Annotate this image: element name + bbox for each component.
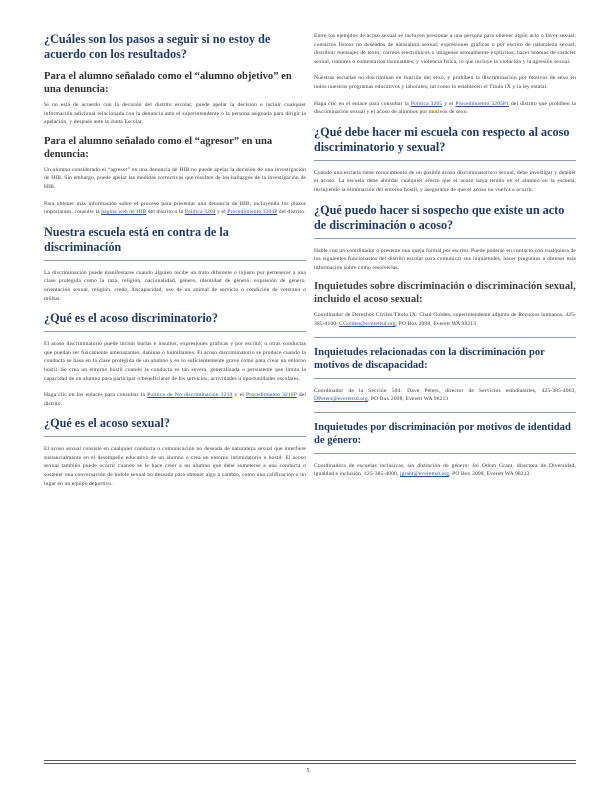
contact-gender-identity-end: , PO Box 2098, Everett WA 98213 (449, 471, 530, 478)
heading-appeal-steps: ¿Cuáles son los pasos a seguir si no estoy de acuerdo con los resultados? (44, 32, 271, 61)
procedure-3205p1-link[interactable]: Procedimiento 3205P1 (455, 100, 509, 107)
text-target-student: Si no está de acuerdo con la decisión del distrito escolar, puede apelar la decisión e incluir cualquier información adicional relacionada con la denuncia ante el superintendente o la persona asignada para dirigir la apelación, y después ante la Junta Escolar. (44, 102, 306, 126)
paragraph-policy-3205-links (314, 100, 576, 117)
footer-rule (44, 760, 576, 761)
contact-gender-identity (314, 462, 576, 479)
divider (314, 453, 576, 454)
p3205-links-prefix: Haga clic en el enlace para consultar la (314, 100, 409, 107)
contact-disability-text: Coordinador de la Sección 504: Dave Peters, director de Servicios estudiantiles, 425-385-4063, (314, 387, 576, 394)
heading-contact-gender-identity: Inquietudes por discriminación por motivos de identidad de género: (314, 421, 571, 446)
footer-rule (44, 763, 576, 764)
divider (314, 412, 576, 413)
section-contact-gender-identity (314, 421, 576, 479)
left-column (44, 32, 306, 496)
nd-links-end: del distrito. (44, 392, 307, 407)
contact-disability (314, 387, 576, 404)
hib-more-prefix: Para obtener más información sobre el proceso para presentar una denuncia de HIB, incluyendo los plazos importantes, consulte la (44, 200, 306, 216)
policy-3210-link[interactable]: Política de No discriminación 3210 (147, 392, 233, 399)
heading-school-duty: ¿Qué debe hacer mi escuela con respecto al acoso discriminatorio y sexual? (314, 125, 576, 161)
section-contact-title-ix (314, 280, 576, 337)
contact-title-ix (314, 311, 576, 328)
email-link-grant[interactable]: jgrant@everettsd.org (399, 471, 450, 478)
section-what-to-do (314, 203, 576, 273)
heading-what-to-do: ¿Qué puedo hacer si sospecho que existe un acto de discriminación o acoso? (314, 203, 576, 239)
divider (314, 337, 576, 338)
section-appeal (44, 32, 306, 217)
text-sexual-harassment: El acoso sexual consiste en cualquier conducta o comunicación no deseada de naturaleza sexual que interfiere sustancialmente en el desempeño educativo de un alumno o crea un entorno intimidatorio u hostil. El acoso sexual también puede ocurrir cuando se le hace creer a un alumno que debe someterse a una conducta o sostener una conversación de índole sexual no deseada para obtener algo a cambio, como una calificación o un lugar en un equipo deportivo. (44, 446, 306, 487)
contact-title-ix-text: Coordinador de Derechos Civiles/Título IX: Chad Golden, superintendente adjunto de Recursos humanos, 425-385-4100, (314, 312, 576, 327)
p3205-links-and: y el (444, 100, 454, 107)
section-sexual-harassment (44, 416, 306, 488)
p3205-links-end: del distrito que prohíben la discriminación sexual y el acoso de alumnos por motivos de sexo. (314, 100, 576, 116)
policy-3204-link[interactable]: Política 3204 (184, 209, 216, 216)
nd-links-and: y el (234, 392, 244, 399)
text-discriminatory-harassment: El acoso discriminatorio puede incluir burlas e insultos; expresiones gráficas y por escrito; u otras conductas que puedan ser físicamente amenazantes, dañinas o humillantes. El acoso discriminatorio se produce cuando la conducta se basa en la clase protegida de un alumno y es lo suficientemente grave como para crear un entorno hostil. Se crea un entorno hostil cuando la conducta es tan severa, generalizada o persistente que limita la capacidad de un alumno para participar o beneficiarse de los servicios, actividades u oportunidades escolares. (44, 341, 306, 382)
section-contact-disability (314, 346, 576, 413)
text-what-to-do: Hable con un coordinador o presente una queja formal por escrito. Puede ponerse en contacto con cualquiera de los siguientes funcionarios del distrito escolar para comunicar sus inquietudes, hacer preguntas u obtener más información sobre cómo resolverlas. (314, 247, 576, 271)
heading-contact-title-ix: Inquietudes sobre discriminación o discriminación sexual, incluido el acoso sexual: (314, 281, 576, 306)
contact-gender-identity-text: Coordinadora de escuelas inclusivas, sin distinción de género: Joi Odom Grant, directora de Diversidad, igualdad e inclusión, 425-385-4000, (314, 462, 576, 478)
section-sexual-harassment-examples (314, 32, 576, 117)
section-school-duty (314, 125, 576, 195)
paragraph-hib-more-info (44, 200, 306, 217)
right-column (314, 32, 576, 487)
paragraph-nondiscrimination-links (44, 391, 306, 408)
text-aggressor-student: Un alumno considerado el “agresor” en una denuncia de HIB no puede apelar la decisión de una investigación de HIB. Sin embargo, puede apelar las medidas correctivas que resulten de los hallazgos de la investigación de HIB. (44, 166, 306, 190)
text-school-duty: Cuando una escuela tiene conocimiento de un posible acoso discriminatorio o sexual, debe investigar y detener el acoso. La escuela debe abordar cualquier efecto que el acoso haya tenido en el alumno en la escuela, incluyendo la eliminación del entorno hostil, y asegurarse de que el acoso no vuelva a ocurrir. (314, 169, 576, 193)
text-harassment-examples: Entre los ejemplos de acoso sexual se incluyen presionar a una persona para obtener algún acto o favor sexual; contactos físicos no deseados de naturaleza sexual; expresiones gráficas o por escrito de naturaleza sexual; distribuir mensajes de texto, correos electrónicos o imágenes sexualmente explícitos; hacer bromas de carácter sexual, rumores o comentarios insinuantes; y violencia física, lo que incluye la violación y la agresión sexual. (314, 33, 576, 65)
hib-webpage-link[interactable]: página web de HIB (101, 209, 147, 216)
hib-more-end: del distrito. (278, 209, 306, 216)
heading-sexual-harassment: ¿Qué es el acoso sexual? (44, 416, 306, 437)
procedure-3210p-link[interactable]: Procedimiento 3210P (246, 392, 297, 399)
text-title-ix: Nuestras escuelas no discriminan en función del sexo, y prohíben la discriminación por motivos de sexo en todos nuestros programas educativos y laborales, tal como lo establecen el Título IX y la ley estatal. (314, 75, 576, 90)
email-link-peters[interactable]: DPeters@everettsd.org (314, 396, 368, 403)
section-against-discrimination (44, 225, 306, 303)
heading-contact-disability: Inquietudes relacionadas con la discriminación por motivos de discapacidad: (314, 346, 545, 371)
hib-more-and: y el (217, 209, 226, 216)
text-discrimination: La discriminación puede manifestarse cuando alguien recibe un trato diferente o injusto por pertenecer a una clase protegida como la raza, religión, nacionalidad, género, identidad de género, expresión de género, orientación sexual, religión, credo, discapacidad, uso de un animal de servicio o condición de veterano o militar. (44, 269, 306, 302)
heading-against-discrimination: Nuestra escuela está en contra de la discriminación (44, 225, 306, 261)
hib-more-mid: del distrito o la (147, 209, 184, 216)
contact-title-ix-end: , PO Box 2098, Everett WA 98213 (395, 320, 477, 327)
nd-links-prefix: Haga clic en los enlaces para consultar la (44, 392, 145, 399)
email-link-golden[interactable]: CGolden@everettsd.org (339, 320, 396, 327)
heading-discriminatory-harassment: ¿Qué es el acoso discriminatorio? (44, 311, 306, 332)
procedure-3204p-link[interactable]: Procedimiento 3204P (227, 209, 278, 216)
policy-3205-link[interactable]: Política 3205 (410, 100, 443, 107)
contact-disability-end: , PO Box 2098, Everett WA 98213 (367, 396, 449, 403)
divider (314, 378, 576, 379)
page-number: 5 (306, 768, 310, 774)
heading-target-student: Para el alumno señalado como el “alumno objetivo” en una denuncia: (44, 71, 292, 95)
heading-aggressor-student: Para el alumno señalado como el “agresor” en una denuncia: (44, 135, 273, 160)
section-discriminatory-harassment (44, 311, 306, 408)
